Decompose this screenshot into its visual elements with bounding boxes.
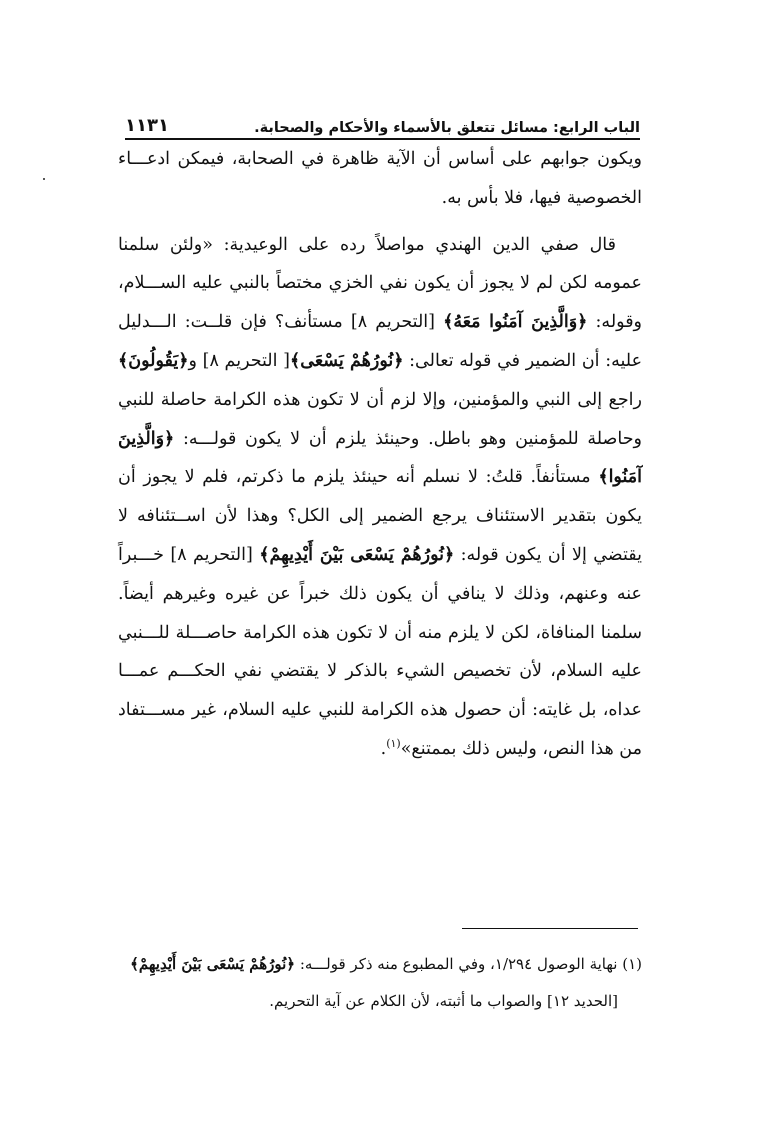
page-number: ١١٣١ bbox=[125, 115, 169, 136]
quran-quote: ﴿وَالَّذِينَ آمَنُوا مَعَهُ﴾ bbox=[443, 312, 588, 333]
text-segment: [التحريم ٨] خـــبراً عنه وعنهم، وذلك لا ينافي أن يكون ذلك خبراً عن غيره وغيرهم أيضاً. سلمنا المنافاة، لكن لا يلزم منه أن لا تكون هذه الكرامة حاصـــلة للـــنبي عليه السلام، لأن تخصيص الشيء بالذكر لا يقتضي نفي الحكـــم عمـــا عداه، بل غايته: أن حصول هذه الكرامة للنبي عليه السلام، غير مســـتفاد من هذا النص، وليس ذلك بممتنع» bbox=[118, 544, 642, 759]
footnote-line-2: [الحديد ١٢] والصواب ما أثبته، لأن الكلام عن آية التحريم. bbox=[269, 992, 618, 1010]
margin-speck bbox=[43, 178, 45, 180]
text-segment: [ التحريم ٨] و bbox=[188, 350, 291, 371]
footnote-quote: ﴿نُورُهُمْ يَسْعَى بَيْنَ أَيْدِيهِمْ﴾ bbox=[130, 955, 296, 973]
footnote-reference: (١) bbox=[386, 737, 401, 751]
quran-quote: ﴿وَالَّذِينَ آمَنُوا﴾ bbox=[118, 428, 642, 488]
footnote bbox=[118, 946, 642, 1020]
chapter-title: الباب الرابع: مسائل تتعلق بالأسماء والأحكام والصحابة. bbox=[254, 120, 640, 136]
footnote-text: (١) نهاية الوصول ١/٢٩٤، وفي المطبوع منه ذكر قولـــه: bbox=[295, 955, 642, 973]
paragraph-2 bbox=[118, 226, 642, 769]
quran-quote: ﴿يَقُولُونَ﴾ bbox=[118, 350, 189, 371]
text-segment: راجع إلى النبي والمؤمنين، وإلا لزم أن لا تكون هذه الكرامة حاصلة للنبي وحاصلة للمؤمنين وهو باطل. وحينئذ يلزم أن لا يكون قولـــه: bbox=[118, 389, 642, 449]
text-segment: قال صفي الدين الهندي مواصلاً رده على الوعيدية: «ولئن سلمنا عمومه لكن لم لا يجوز أن يكون نفي الخزي مختصاً بالنبي عليه الســـلام، وقوله: bbox=[118, 234, 643, 333]
quran-quote: ﴿نُورُهُمْ يَسْعَى﴾ bbox=[290, 350, 404, 371]
text-segment: مستأنفاً. قلتُ: لا نسلم أنه حينئذ يلزم ما ذكرتم، فلم لا يجوز أن يكون بتقدير الاستئناف يرجع الضمير إلى الكل؟ وهذا لأن اســتئنافه لا يقتضي إلا أن يكون قوله: bbox=[118, 467, 642, 565]
text-segment: [التحريم ٨] مستأنف؟ فإن قلــت: الـــدليل عليه: أن الضمير في قوله تعالى: bbox=[118, 312, 643, 371]
text-segment: . bbox=[380, 738, 387, 759]
footnote-line-1 bbox=[118, 946, 642, 983]
quran-quote: ﴿نُورُهُمْ يَسْعَى بَيْنَ أَيْدِيهِمْ﴾ bbox=[259, 544, 455, 565]
main-text bbox=[118, 140, 642, 769]
footnote-separator bbox=[462, 928, 638, 929]
paragraph-1: ويكون جوابهم على أساس أن الآية ظاهرة في الصحابة، فيمكن ادعـــاء الخصوصية فيها، فلا بأس به. bbox=[118, 149, 642, 208]
running-header bbox=[125, 112, 640, 136]
